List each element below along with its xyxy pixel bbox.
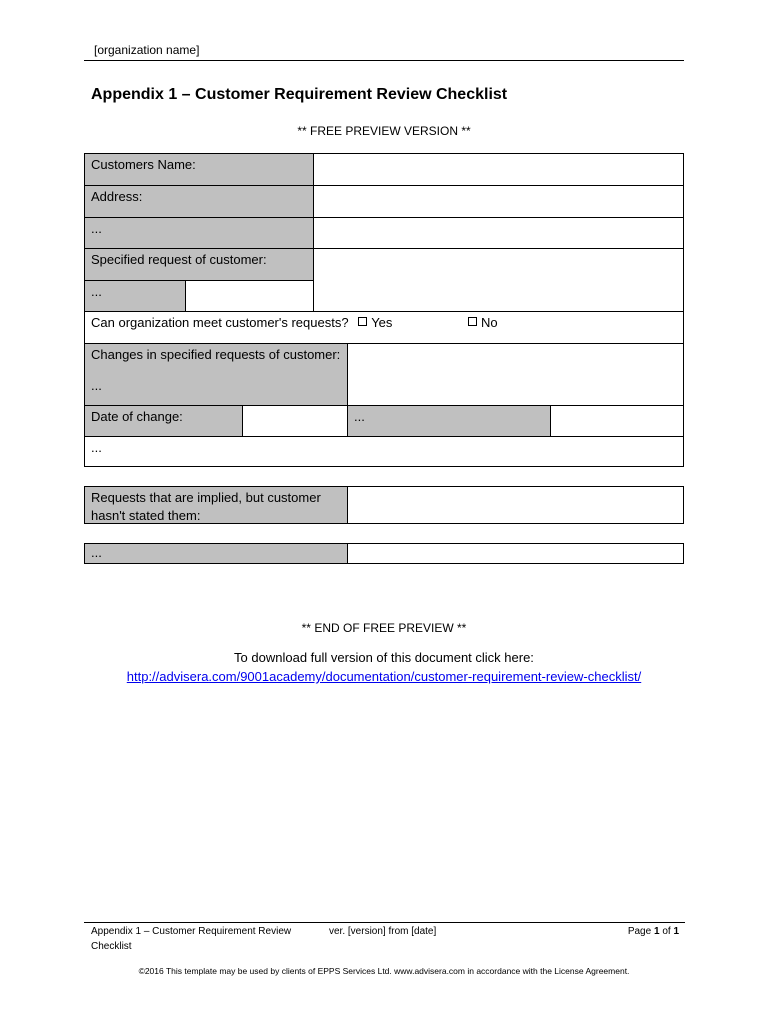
- implied-requests-label-line2: hasn't stated them:: [91, 508, 201, 523]
- copyright-notice: ©2016 This template may be used by clients of EPPS Services Ltd. www.advisera.com in accordance with the License Agreement.: [138, 966, 630, 976]
- date-side-label: ...: [348, 406, 550, 436]
- column-divider: [242, 405, 243, 436]
- page-of: of: [662, 926, 671, 937]
- date-of-change-label: Date of change:: [85, 406, 242, 436]
- preview-banner: ** FREE PREVIEW VERSION **: [297, 124, 471, 138]
- date-side-field[interactable]: [551, 406, 684, 436]
- specified-request-subitem-field[interactable]: [186, 281, 313, 311]
- changes-field[interactable]: [348, 344, 684, 405]
- extra-requests-field[interactable]: [348, 544, 683, 563]
- end-preview-banner: ** END OF FREE PREVIEW **: [301, 621, 467, 635]
- implied-requests-label-line1: Requests that are implied, but customer: [91, 490, 321, 505]
- date-of-change-field[interactable]: [243, 406, 347, 436]
- page-total: 1: [673, 926, 679, 937]
- row-divider: [85, 248, 683, 249]
- footer-divider: [84, 922, 685, 923]
- row-divider: [85, 280, 313, 281]
- address-field[interactable]: [314, 186, 684, 217]
- row-divider: [85, 436, 683, 437]
- download-link[interactable]: http://advisera.com/9001academy/documentation/customer-requirement-review-checklist/: [126, 669, 642, 684]
- customers-name-label: Customers Name:: [85, 154, 313, 185]
- customer-requirement-form: [84, 153, 684, 467]
- header-organization-name: [organization name]: [94, 43, 200, 57]
- changes-ellipsis: ...: [91, 378, 102, 393]
- document-title: Appendix 1 – Customer Requirement Review Checklist: [91, 86, 508, 103]
- yes-checkbox[interactable]: [358, 317, 367, 326]
- footer-document-title: Appendix 1 – Customer Requirement Review Checklist: [91, 926, 292, 952]
- customers-name-field[interactable]: [314, 154, 684, 185]
- address-label: Address:: [85, 186, 313, 217]
- page-current: 1: [653, 926, 660, 937]
- yes-label: Yes: [371, 315, 393, 330]
- additional-info-label: ...: [85, 218, 313, 248]
- footer-page-number: [628, 924, 679, 939]
- can-meet-requests-row: [85, 312, 683, 343]
- specified-request-subitem-label: ...: [85, 281, 185, 311]
- column-divider: [313, 154, 314, 311]
- row-divider: [85, 217, 683, 218]
- changes-label: [85, 344, 347, 405]
- column-divider: [550, 405, 551, 436]
- download-instruction: To download full version of this document click here:: [234, 650, 534, 665]
- column-divider: [347, 343, 348, 436]
- page-prefix: Page: [627, 926, 652, 937]
- header-divider: [84, 60, 684, 61]
- extra-requests-label: ...: [85, 544, 347, 563]
- column-divider: [347, 487, 348, 523]
- implied-requests-table: [84, 486, 684, 524]
- no-checkbox[interactable]: [468, 317, 477, 326]
- specified-request-field[interactable]: [314, 249, 684, 311]
- row-divider: [85, 185, 683, 186]
- yes-option[interactable]: [358, 315, 392, 330]
- specified-request-label: Specified request of customer:: [85, 249, 313, 280]
- implied-requests-field[interactable]: [348, 487, 683, 523]
- row-divider: [85, 311, 683, 312]
- extra-requests-table: [84, 543, 684, 564]
- no-option[interactable]: [468, 314, 498, 332]
- can-meet-requests-label: Can organization meet customer's requests?: [91, 315, 349, 330]
- changes-label-text: Changes in specified requests of customer:: [91, 347, 341, 362]
- additional-info-field[interactable]: [314, 218, 684, 248]
- footer-version: ver. [version] from [date]: [329, 926, 437, 937]
- implied-requests-label: [85, 487, 347, 523]
- column-divider: [347, 544, 348, 563]
- row-divider: [85, 405, 683, 406]
- no-label: No: [481, 315, 498, 330]
- row-divider: [85, 343, 683, 344]
- column-divider: [185, 280, 186, 311]
- notes-row[interactable]: ...: [91, 440, 102, 455]
